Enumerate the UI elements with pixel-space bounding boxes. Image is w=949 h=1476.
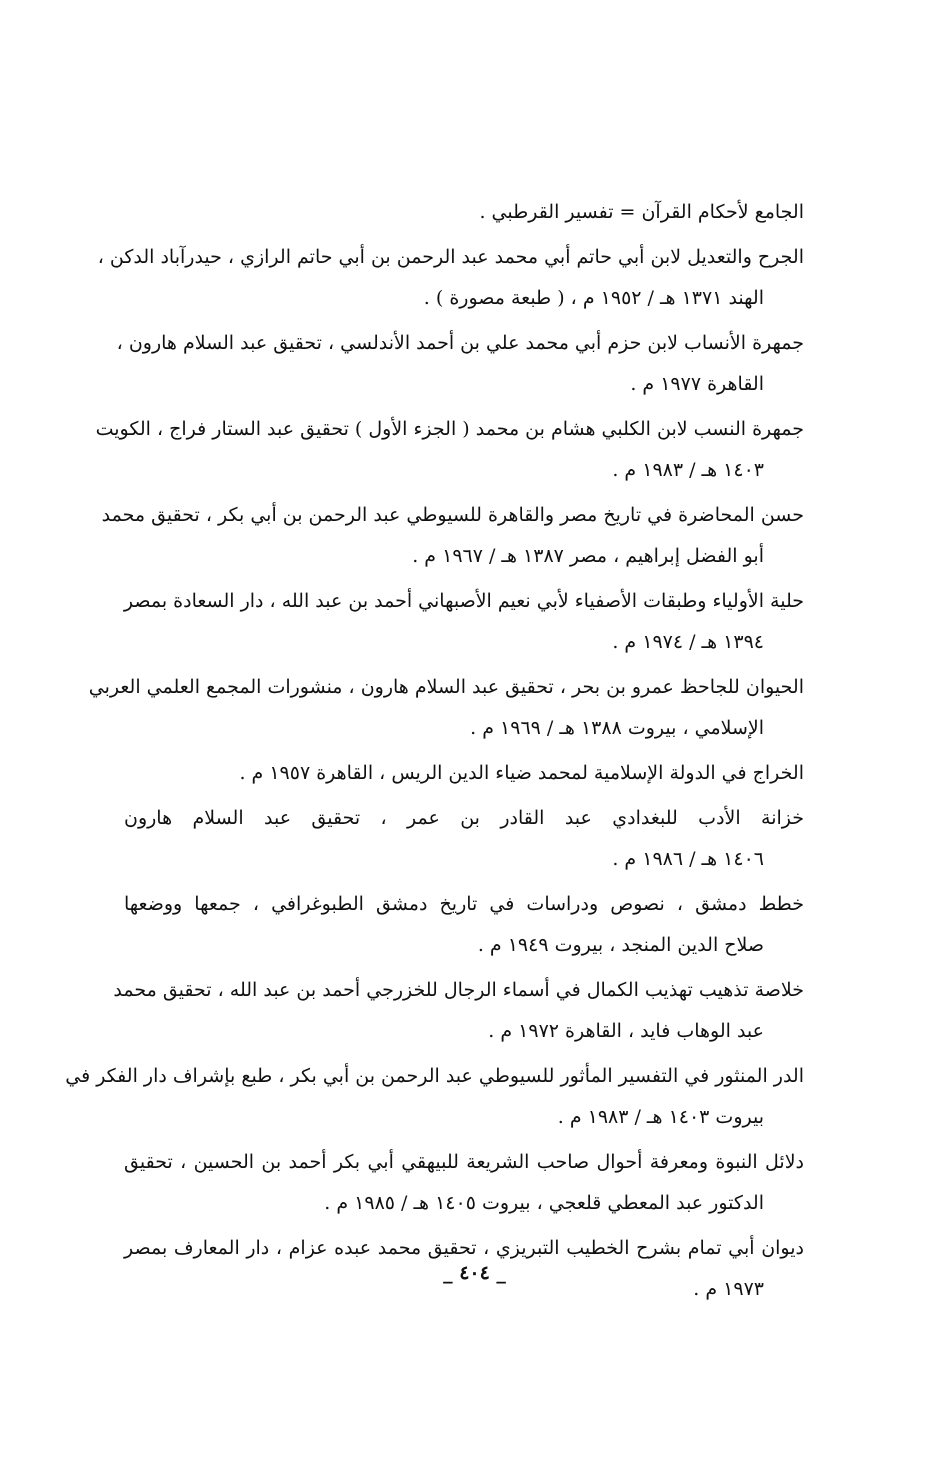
entry-continuation-line: بيروت ١٤٠٣ هـ / ١٩٨٣ م . xyxy=(557,1106,764,1128)
entry-first-line: الجامع لأحكام القرآن = تفسير القرطبي . xyxy=(479,201,804,223)
entry-first-line: الحيوان للجاحظ عمرو بن بحر ، تحقيق عبد السلام هارون ، منشورات المجمع العلمي العربي xyxy=(88,676,804,698)
entry-first-line: جمهرة الأنساب لابن حزم أبي محمد علي بن أحمد الأندلسي ، تحقيق عبد السلام هارون ، xyxy=(116,332,804,354)
entry-first-line: جمهرة النسب لابن الكلبي هشام بن محمد ( الجزء الأول ) تحقيق عبد الستار فراج ، الكويت xyxy=(95,418,804,440)
entry-continuation-line: ١٤٠٦ هـ / ١٩٨٦ م . xyxy=(612,848,764,870)
entry-first-line: ديوان أبي تمام بشرح الخطيب التبريزي ، تحقيق محمد عبده عزام ، دار المعارف بمصر xyxy=(124,1237,804,1259)
page-number: _ ٤٠٤ _ xyxy=(443,1262,506,1284)
entry-continuation-line: الإسلامي ، بيروت ١٣٨٨ هـ / ١٩٦٩ م . xyxy=(470,717,764,739)
bibliography-entry xyxy=(124,192,804,233)
bibliography-entry xyxy=(65,1056,804,1138)
entry-first-line: حلية الأولياء وطبقات الأصفياء لأبي نعيم الأصبهاني أحمد بن عبد الله ، دار السعادة بمصر xyxy=(123,590,804,612)
entry-continuation-line: ١٣٩٤ هـ / ١٩٧٤ م . xyxy=(612,631,764,653)
entry-continuation-line: صلاح الدين المنجد ، بيروت ١٩٤٩ م . xyxy=(477,934,764,956)
bibliography-entry xyxy=(124,581,804,663)
bibliography-entry xyxy=(101,495,804,577)
bibliography-entry xyxy=(124,798,804,880)
entry-continuation-line: ١٤٠٣ هـ / ١٩٨٣ م . xyxy=(612,459,764,481)
entry-continuation-line: عبد الوهاب فايد ، القاهرة ١٩٧٢ م . xyxy=(488,1020,764,1042)
entry-first-line: حسن المحاضرة في تاريخ مصر والقاهرة للسيوطي عبد الرحمن بن أبي بكر ، تحقيق محمد xyxy=(101,504,804,526)
bibliography-entry xyxy=(113,970,804,1052)
entry-first-line: دلائل النبوة ومعرفة أحوال صاحب الشريعة للبيهقي أبي بكر أحمد بن الحسين ، تحقيق xyxy=(124,1151,804,1173)
entry-first-line: خزانة الأدب للبغدادي عبد القادر بن عمر ، تحقيق عبد السلام هارون xyxy=(124,807,804,829)
entry-continuation-line: القاهرة ١٩٧٧ م . xyxy=(630,373,764,395)
entry-continuation-line: أبو الفضل إبراهيم ، مصر ١٣٨٧ هـ / ١٩٦٧ م . xyxy=(412,545,764,567)
entry-continuation-line: الدكتور عبد المعطي قلعجي ، بيروت ١٤٠٥ هـ / ١٩٨٥ م . xyxy=(324,1192,764,1214)
entry-continuation-line: الهند ١٣٧١ هـ / ١٩٥٢ م ، ( طبعة مصورة ) . xyxy=(423,287,764,309)
bibliography-entry xyxy=(124,884,804,966)
entry-continuation-line: ١٩٧٣ م . xyxy=(693,1278,764,1300)
bibliography-entry xyxy=(116,323,804,405)
bibliography-entry xyxy=(97,237,804,319)
entry-first-line: الدر المنثور في التفسير المأثور للسيوطي عبد الرحمن بن أبي بكر ، طبع بإشراف دار الفكر في xyxy=(65,1065,804,1087)
entry-first-line: خطط دمشق ، نصوص ودراسات في تاريخ دمشق الطبوغرافي ، جمعها ووضعها xyxy=(124,893,804,915)
bibliography-list xyxy=(65,192,804,1314)
bibliography-entry xyxy=(124,1142,804,1224)
entry-first-line: الخراج في الدولة الإسلامية لمحمد ضياء الدين الريس ، القاهرة ١٩٥٧ م . xyxy=(239,762,804,784)
entry-first-line: خلاصة تذهيب تهذيب الكمال في أسماء الرجال للخزرجي أحمد بن عبد الله ، تحقيق محمد xyxy=(113,979,804,1001)
entry-first-line: الجرح والتعديل لابن أبي حاتم أبي محمد عبد الرحمن بن أبي حاتم الرازي ، حيدرآباد الدكن ، xyxy=(97,246,804,268)
bibliography-entry xyxy=(124,753,804,794)
bibliography-entry xyxy=(88,667,804,749)
bibliography-entry xyxy=(95,409,804,491)
